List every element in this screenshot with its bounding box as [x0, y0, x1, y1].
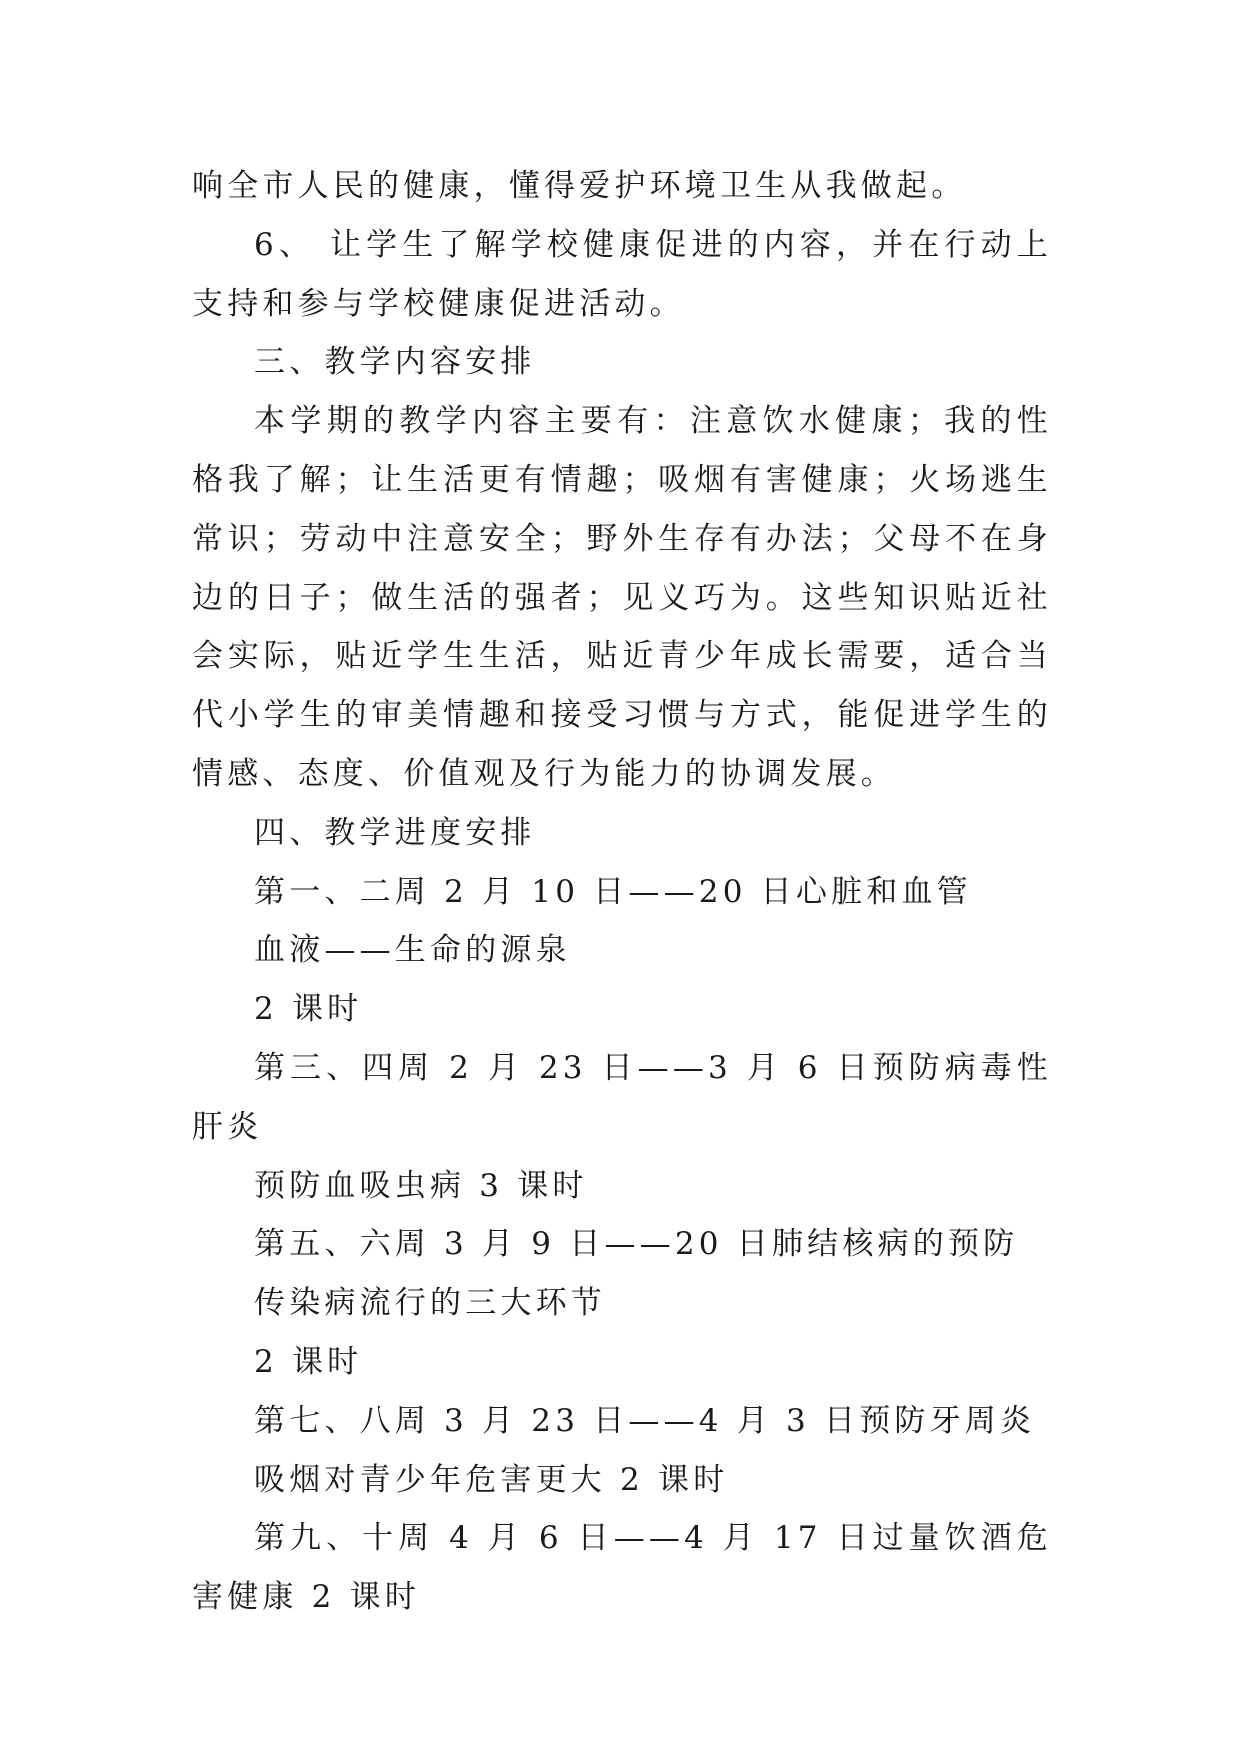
section-heading: 四、教学进度安排: [254, 814, 536, 851]
paragraph: 6、 让学生了解学校健康促进的内容，并在行动上支持和参与学校健康促进活动。: [192, 226, 1052, 322]
section-heading: 三、教学内容安排: [254, 344, 536, 381]
document-body: [192, 157, 1052, 1627]
schedule-line: 预防血吸虫病 3 课时: [254, 1167, 588, 1204]
schedule-line: 第五、六周 3 月 9 日——20 日肺结核病的预防: [254, 1226, 1019, 1263]
schedule-line: 第七、八周 3 月 23 日——4 月 3 日预防牙周炎: [254, 1402, 1036, 1439]
schedule-line: 第九、十周 4 月 6 日——4 月 17 日过量饮酒危害健康 2 课时: [192, 1520, 1052, 1616]
schedule-line: 传染病流行的三大环节: [254, 1285, 606, 1322]
paragraph: 响全市人民的健康，懂得爱护环境卫生从我做起。: [192, 168, 967, 204]
schedule-line: 第一、二周 2 月 10 日——20 日心脏和血管: [254, 873, 972, 910]
schedule-line: 2 课时: [254, 1343, 363, 1380]
schedule-line: 血液——生命的源泉: [254, 932, 571, 969]
schedule-line: 2 课时: [254, 991, 363, 1028]
paragraph: 本学期的教学内容主要有：注意饮水健康；我的性格我了解；让生活更有情趣；吸烟有害健康；火场逃生常识；劳动中注意安全；野外生存有办法；父母不在身边的日子；做生活的强者；见义巧为。这些知识贴近社会实际，贴近学生生活，贴近青少年成长需要，适合当代小学生的审美情趣和接受习惯与方式，能促进学生的情感、态度、价值观及行为能力的协调发展。: [192, 403, 1052, 792]
schedule-line: 第三、四周 2 月 23 日——3 月 6 日预防病毒性肝炎: [192, 1049, 1052, 1145]
schedule-line: 吸烟对青少年危害更大 2 课时: [254, 1461, 729, 1498]
